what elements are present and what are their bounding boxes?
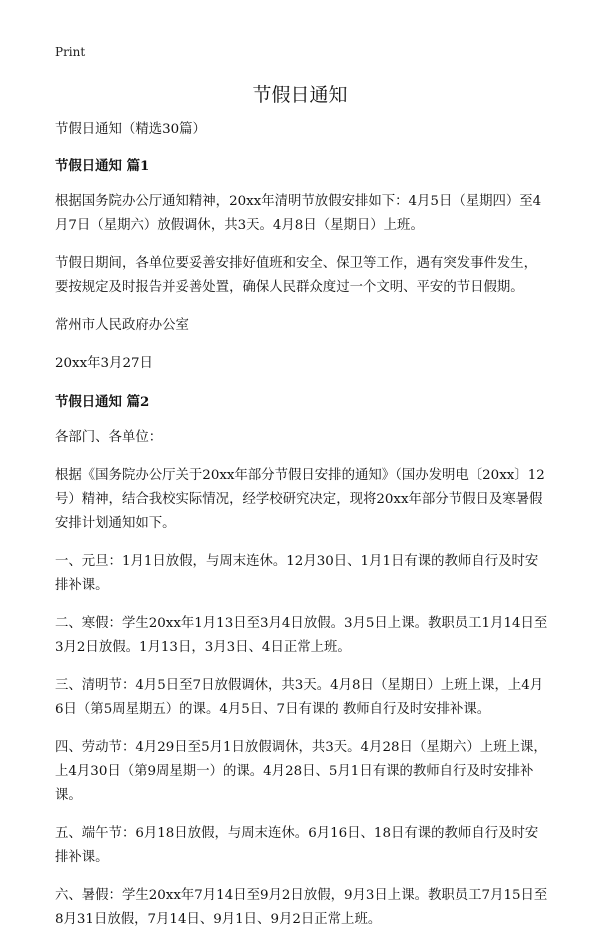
document-subtitle: 节假日通知（精选30篇） — [55, 122, 206, 137]
list-item: 三、清明节：4月5日至7日放假调休，共3天。4月8日（星期日）上班上课，上4月6日（第5周星期五）的课。4月5日、7日有课的 教师自行及时安排补课。 — [55, 678, 544, 717]
paragraph: 根据国务院办公厅通知精神，20xx年清明节放假安排如下：4月5日（星期四）至4月7日（星期六）放假调休，共3天。4月8日（星期日）上班。 — [55, 194, 542, 233]
paragraph: 根据《国务院办公厅关于20xx年部分节假日安排的通知》（国办发明电〔20xx〕12号）精神，结合我校实际情况，经学校研究决定，现将20xx年部分节假日及寒暑假安排计划通知如下。 — [55, 468, 545, 531]
document-body — [55, 118, 550, 946]
paragraph: 节假日期间，各单位要妥善安排好值班和安全、保卫等工作，遇有突发事件发生，要按规定及时报告并妥善处置，确保人民群众度过一个文明、平安的节日假期。 — [55, 256, 538, 295]
section-heading-2: 节假日通知 篇2 — [55, 394, 150, 410]
list-item: 四、劳动节：4月29日至5月1日放假调休，共3天。4月28日（星期六）上班上课，上4月30日（第9周星期一）的课。4月28日、5月1日有课的教师自行及时安排补课。 — [55, 740, 547, 803]
section-heading-1: 节假日通知 篇1 — [55, 158, 150, 174]
list-item: 一、元旦：1月1日放假，与周末连休。12月30日、1月1日有课的教师自行及时安排补课。 — [55, 554, 539, 593]
page-title: 节假日通知 — [252, 84, 348, 106]
signature: 常州市人民政府办公室 — [55, 318, 189, 333]
date: 20xx年3月27日 — [55, 356, 153, 371]
list-item: 六、暑假：学生20xx年7月14日至9月2日放假，9月3日上课。教职员工7月15日至8月31日放假，7月14日、9月1日、9月2日正常上班。 — [55, 888, 548, 927]
greeting: 各部门、各单位： — [55, 430, 163, 445]
list-item: 五、端午节：6月18日放假，与周末连休。6月16日、18日有课的教师自行及时安排补课。 — [55, 826, 539, 865]
print-link[interactable]: Print — [55, 45, 86, 59]
list-item: 二、寒假：学生20xx年1月13日至3月4日放假。3月5日上课。教职员工1月14日至3月2日放假。1月13日，3月3日、4日正常上班。 — [55, 616, 548, 655]
